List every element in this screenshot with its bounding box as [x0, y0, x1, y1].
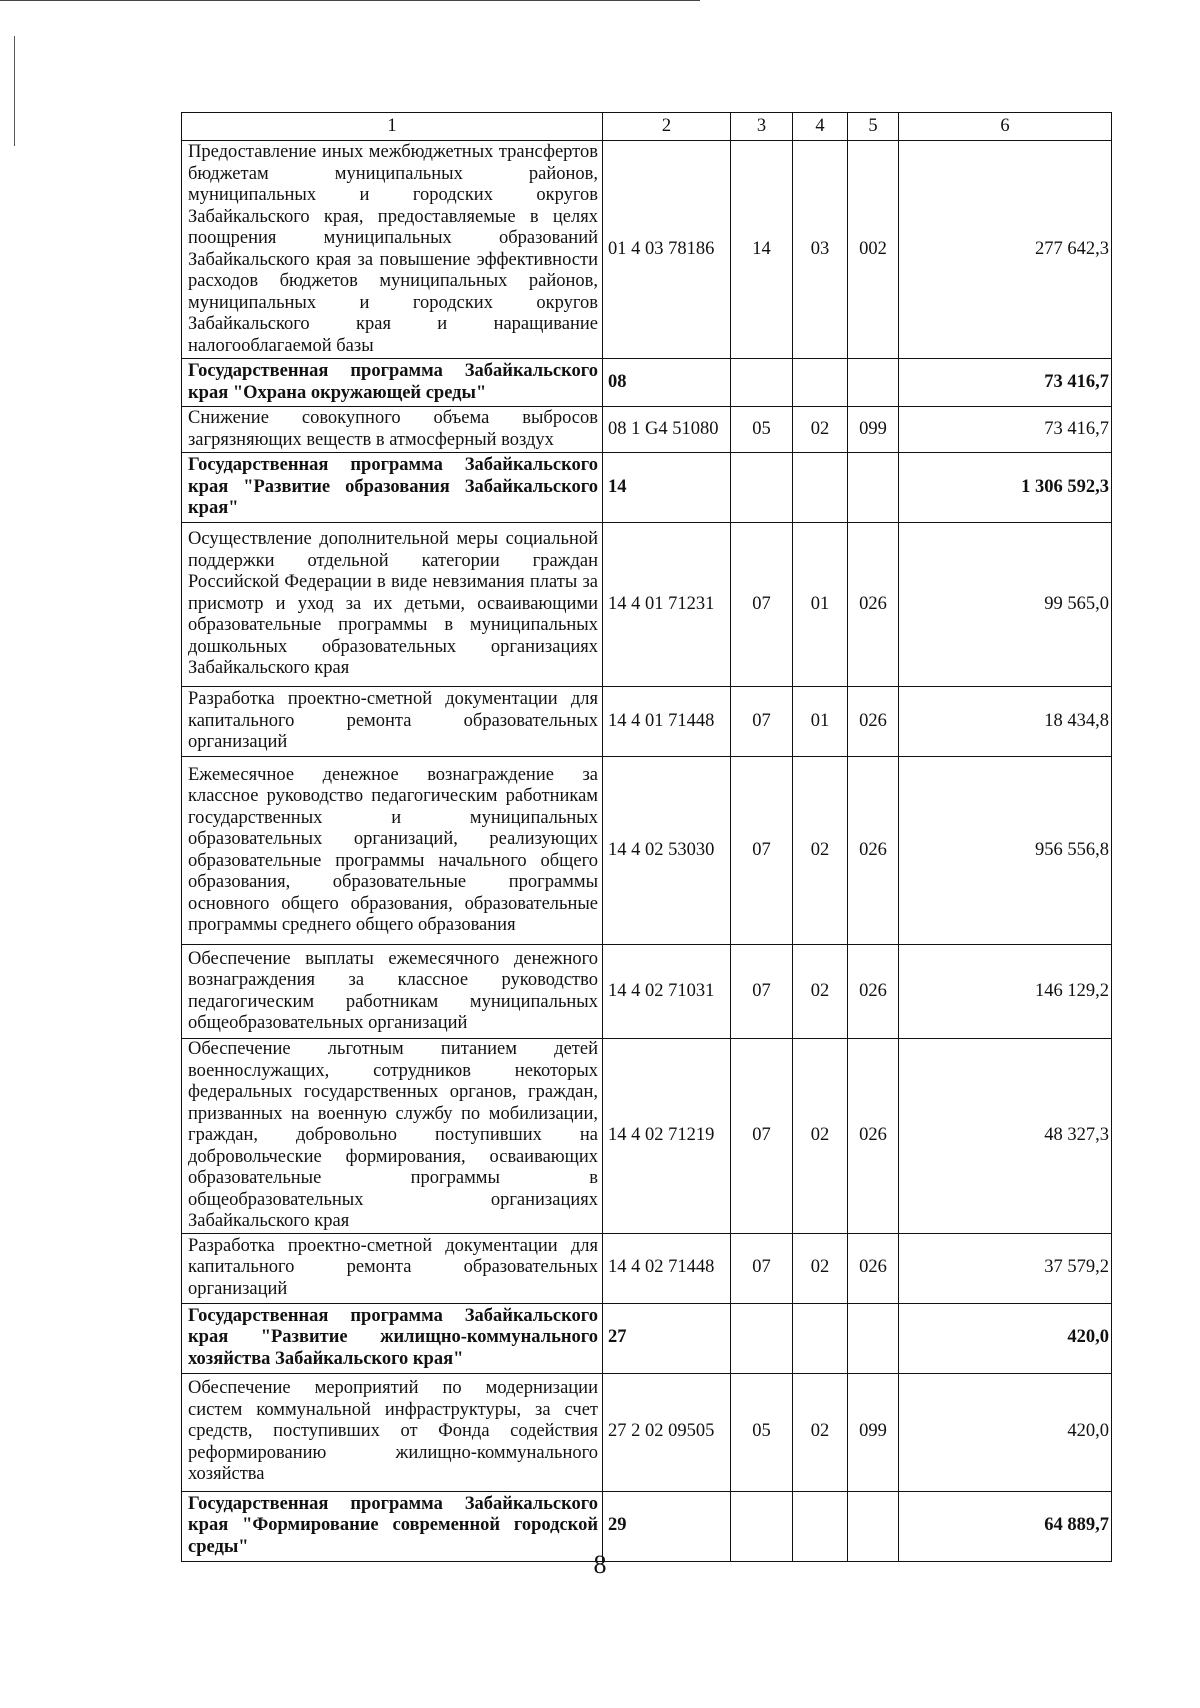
table-row — [182, 687, 1112, 757]
row-column-5: 026 — [848, 687, 899, 757]
row-target-code: 14 4 01 71231 — [603, 523, 731, 687]
row-column-4: 01 — [793, 523, 848, 687]
scan-top-rule — [0, 0, 700, 1]
row-amount: 420,0 — [899, 1303, 1112, 1373]
row-description: Обеспечение выплаты ежемесячного денежного вознаграждения за классное руководство педагогическим работникам муниципальных общеобразовательных организаций — [182, 945, 603, 1039]
row-target-code: 14 4 01 71448 — [603, 687, 731, 757]
row-column-4: 02 — [793, 1039, 848, 1234]
row-column-5: 026 — [848, 1233, 899, 1303]
row-column-5: 026 — [848, 1039, 899, 1234]
table-row-program — [182, 453, 1112, 523]
row-column-3: 05 — [731, 1373, 793, 1491]
row-target-code: 14 4 02 71448 — [603, 1233, 731, 1303]
row-description: Снижение совокупного объема выбросов загрязняющих веществ в атмосферный воздух — [182, 407, 603, 453]
row-amount: 48 327,3 — [899, 1039, 1112, 1234]
row-amount: 64 889,7 — [899, 1491, 1112, 1561]
row-description: Ежемесячное денежное вознаграждение за классное руководство педагогическим работникам государственных и муниципальных образовательных организаций, реализующих образовательные программы начального общего образования, образовательные программы основного общего образования, образовательные программы среднего общего образования — [182, 757, 603, 945]
row-column-3 — [731, 1303, 793, 1373]
table-row — [182, 1233, 1112, 1303]
row-column-3: 05 — [731, 407, 793, 453]
row-column-5 — [848, 453, 899, 523]
row-column-4 — [793, 453, 848, 523]
row-target-code: 08 — [603, 359, 731, 407]
column-header-6: 6 — [899, 113, 1112, 141]
table-row — [182, 523, 1112, 687]
row-target-code: 14 4 02 53030 — [603, 757, 731, 945]
scan-left-margin-rule — [14, 36, 15, 146]
row-column-3 — [731, 359, 793, 407]
column-header-3: 3 — [731, 113, 793, 141]
row-description: Государственная программа Забайкальского края "Развитие образования Забайкальского края" — [182, 453, 603, 523]
row-amount: 99 565,0 — [899, 523, 1112, 687]
row-target-code: 08 1 G4 51080 — [603, 407, 731, 453]
column-header-1: 1 — [182, 113, 603, 141]
row-column-4: 03 — [793, 141, 848, 359]
table-row — [182, 1373, 1112, 1491]
row-column-4: 02 — [793, 1233, 848, 1303]
row-column-4 — [793, 1303, 848, 1373]
table-row — [182, 407, 1112, 453]
table-row-program — [182, 359, 1112, 407]
row-column-3: 07 — [731, 523, 793, 687]
row-target-code: 01 4 03 78186 — [603, 141, 731, 359]
row-column-4: 02 — [793, 945, 848, 1039]
row-column-5: 099 — [848, 407, 899, 453]
row-amount: 73 416,7 — [899, 407, 1112, 453]
column-header-2: 2 — [603, 113, 731, 141]
row-column-3: 14 — [731, 141, 793, 359]
row-column-4 — [793, 359, 848, 407]
row-column-5 — [848, 359, 899, 407]
row-amount: 956 556,8 — [899, 757, 1112, 945]
row-target-code: 27 2 02 09505 — [603, 1373, 731, 1491]
table-row — [182, 1039, 1112, 1234]
row-column-5: 026 — [848, 523, 899, 687]
row-column-5: 026 — [848, 945, 899, 1039]
row-description: Разработка проектно-сметной документации для капитального ремонта образовательных организаций — [182, 1233, 603, 1303]
row-target-code: 14 — [603, 453, 731, 523]
table-row — [182, 141, 1112, 359]
row-amount: 277 642,3 — [899, 141, 1112, 359]
budget-allocation-table — [181, 112, 1112, 1562]
row-column-3: 07 — [731, 687, 793, 757]
row-column-3: 07 — [731, 1233, 793, 1303]
table-row — [182, 757, 1112, 945]
table-row — [182, 945, 1112, 1039]
row-description: Обеспечение мероприятий по модернизации систем коммунальной инфраструктуры, за счет средств, поступивших от Фонда содействия реформированию жилищно-коммунального хозяйства — [182, 1373, 603, 1491]
row-description: Государственная программа Забайкальского края "Развитие жилищно-коммунального хозяйства Забайкальского края" — [182, 1303, 603, 1373]
row-column-4: 01 — [793, 687, 848, 757]
row-column-5: 099 — [848, 1373, 899, 1491]
row-amount: 1 306 592,3 — [899, 453, 1112, 523]
row-target-code: 14 4 02 71219 — [603, 1039, 731, 1234]
column-header-5: 5 — [848, 113, 899, 141]
row-column-3: 07 — [731, 945, 793, 1039]
table-row-program — [182, 1303, 1112, 1373]
row-column-3: 07 — [731, 757, 793, 945]
row-amount: 18 434,8 — [899, 687, 1112, 757]
row-description: Разработка проектно-сметной документации для капитального ремонта образовательных организаций — [182, 687, 603, 757]
row-column-5: 002 — [848, 141, 899, 359]
row-description: Обеспечение льготным питанием детей военнослужащих, сотрудников некоторых федеральных государственных органов, граждан, призванных на военную службу по мобилизации, граждан, добровольно поступивших на добровольческие формирования, осваивающих образовательные программы в общеобразовательных организациях Забайкальского края — [182, 1039, 603, 1234]
column-header-4: 4 — [793, 113, 848, 141]
row-column-4: 02 — [793, 407, 848, 453]
row-amount: 146 129,2 — [899, 945, 1112, 1039]
table-header-row — [182, 113, 1112, 141]
row-amount: 420,0 — [899, 1373, 1112, 1491]
row-target-code: 27 — [603, 1303, 731, 1373]
row-description: Государственная программа Забайкальского края "Охрана окружающей среды" — [182, 359, 603, 407]
row-amount: 37 579,2 — [899, 1233, 1112, 1303]
row-column-3: 07 — [731, 1039, 793, 1234]
page-number: 8 — [593, 1550, 607, 1579]
row-column-5: 026 — [848, 757, 899, 945]
row-amount: 73 416,7 — [899, 359, 1112, 407]
row-column-4: 02 — [793, 1373, 848, 1491]
row-column-3 — [731, 453, 793, 523]
row-description: Осуществление дополнительной меры социальной поддержки отдельной категории граждан Российской Федерации в виде невзимания платы за присмотр и уход за их детьми, осваивающими образовательные программы в муниципальных дошкольных образовательных организациях Забайкальского края — [182, 523, 603, 687]
row-description: Государственная программа Забайкальского края "Формирование современной городской среды" — [182, 1491, 603, 1561]
row-column-4: 02 — [793, 757, 848, 945]
row-description: Предоставление иных межбюджетных трансфертов бюджетам муниципальных районов, муниципальных и городских округов Забайкальского края, предоставляемые в целях поощрения муниципальных образований Забайкальского края за повышение эффективности расходов бюджетов муниципальных районов, муниципальных и городских округов Забайкальского края и наращивание налогооблагаемой базы — [182, 141, 603, 359]
row-target-code: 29 — [603, 1491, 731, 1561]
row-target-code: 14 4 02 71031 — [603, 945, 731, 1039]
row-column-5 — [848, 1303, 899, 1373]
